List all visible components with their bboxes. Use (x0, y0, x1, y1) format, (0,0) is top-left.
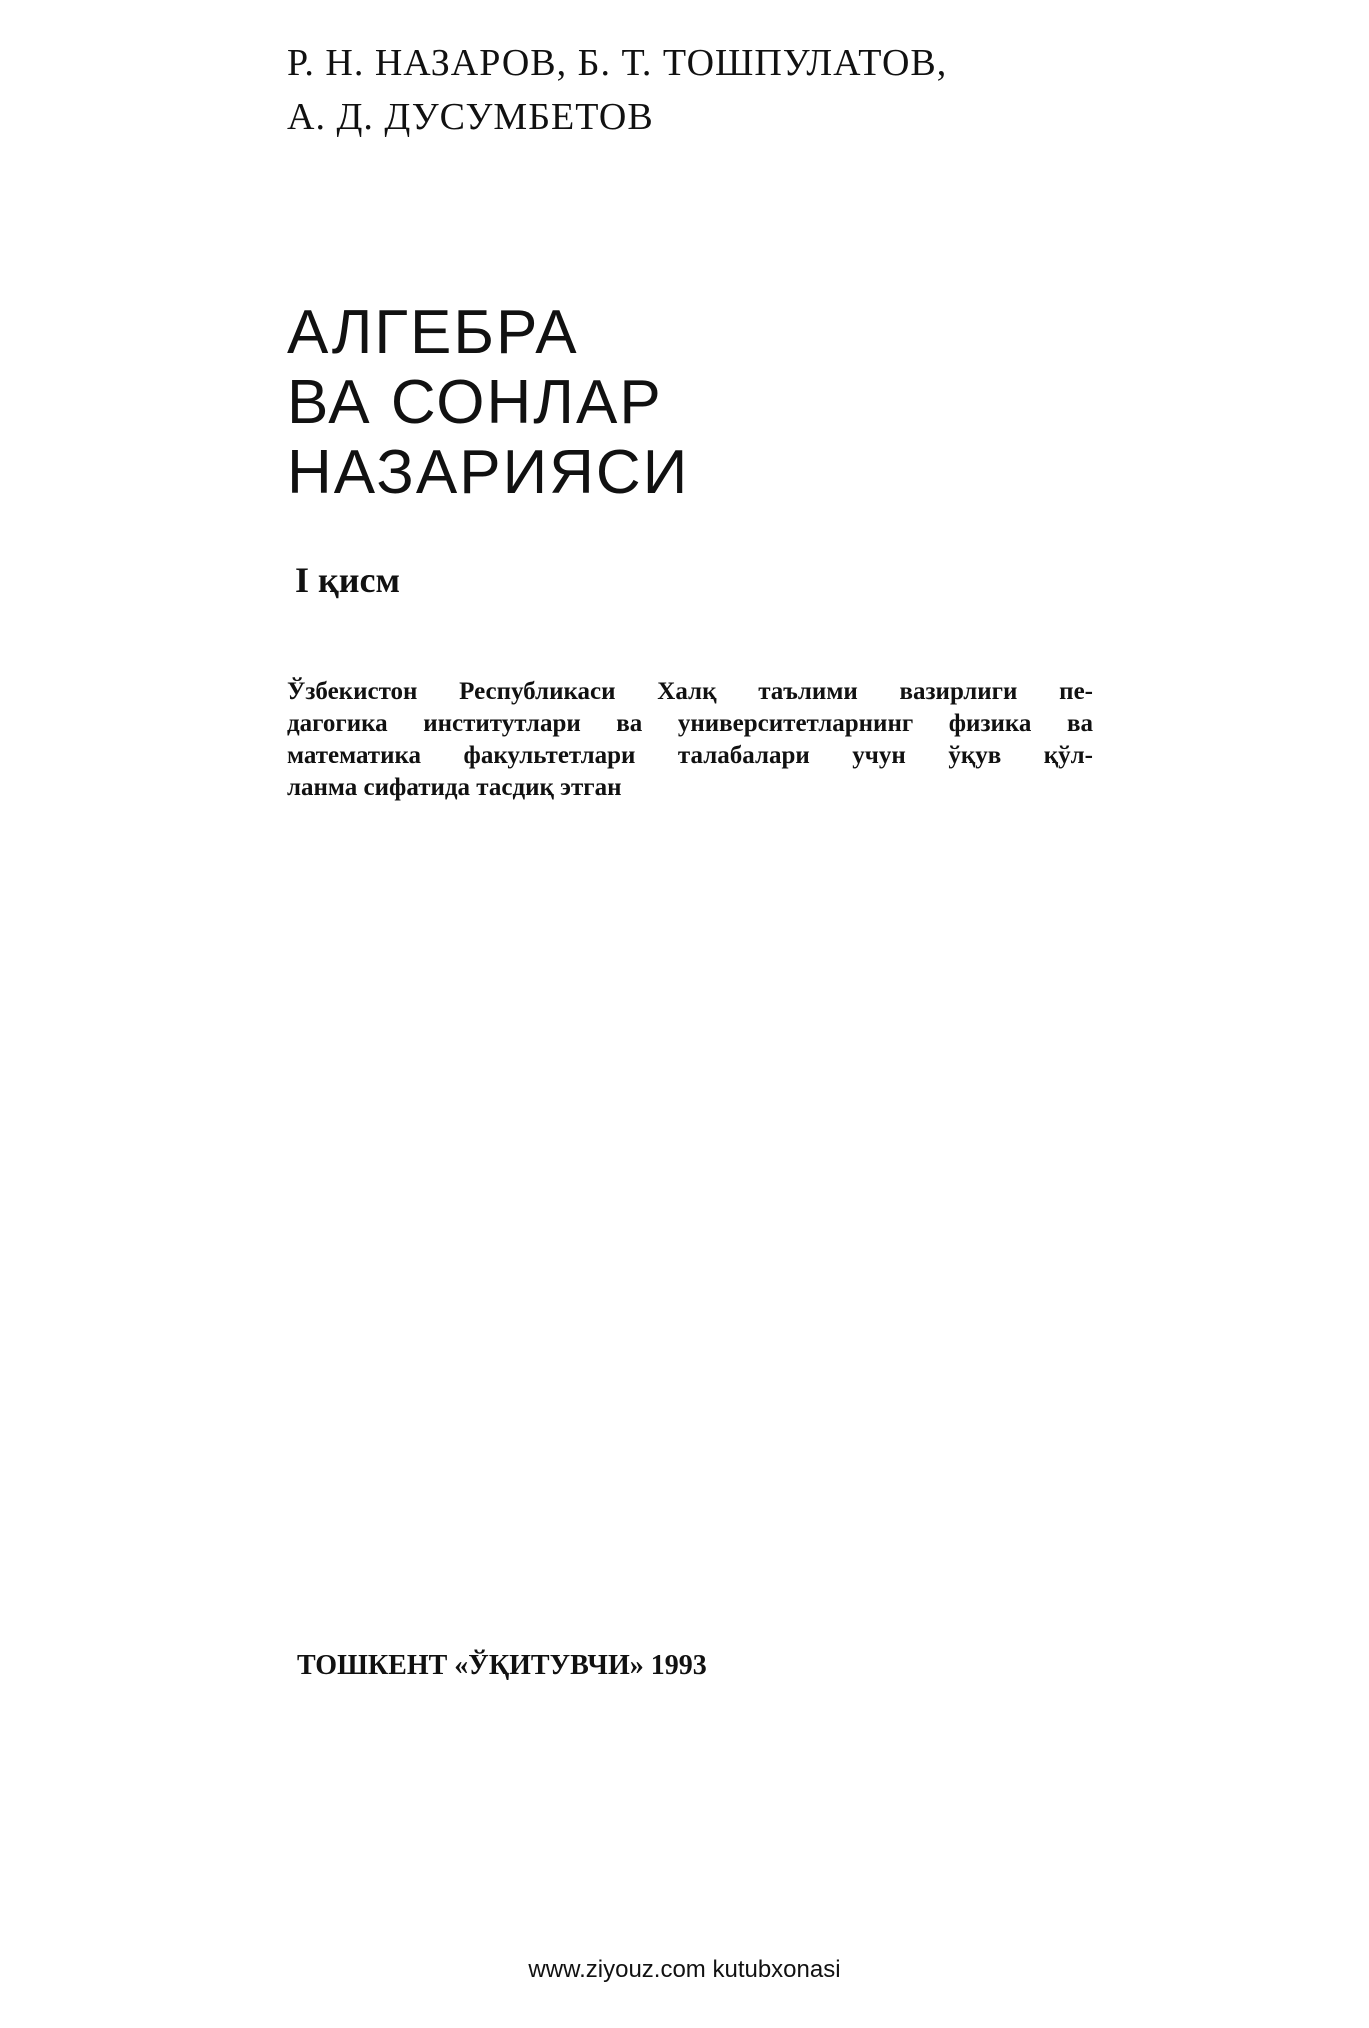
approval-line-2: дагогика институтлари ва университетларнинг физика ва (287, 710, 1093, 737)
authors-line-2: А. Д. ДУСУМБЕТОВ (287, 96, 654, 138)
watermark: www.ziyouz.com kutubxonasi (528, 1956, 841, 1983)
book-title-line-1: АЛГЕБРА (287, 298, 579, 367)
part-label: I қисм (295, 560, 400, 600)
authors-line-1: Р. Н. НАЗАРОВ, Б. Т. ТОШПУЛАТОВ, (287, 42, 948, 84)
approval-line-3: математика факультетлари талабалари учун ўқув қўл- (287, 742, 1093, 769)
book-title-line-3: НАЗАРИЯСИ (287, 438, 690, 507)
book-title-line-2: ВА СОНЛАР (287, 368, 663, 437)
approval-note (287, 676, 1093, 804)
book-title (287, 298, 689, 508)
authors (287, 36, 947, 144)
approval-line-4: ланма сифатида тасдиқ этган (287, 774, 622, 801)
approval-line-1: Ўзбекистон Республикаси Халқ таълими вазирлиги пе- (287, 678, 1093, 705)
publisher-imprint: ТОШКЕНТ «ЎҚИТУВЧИ» 1993 (297, 1650, 707, 1681)
